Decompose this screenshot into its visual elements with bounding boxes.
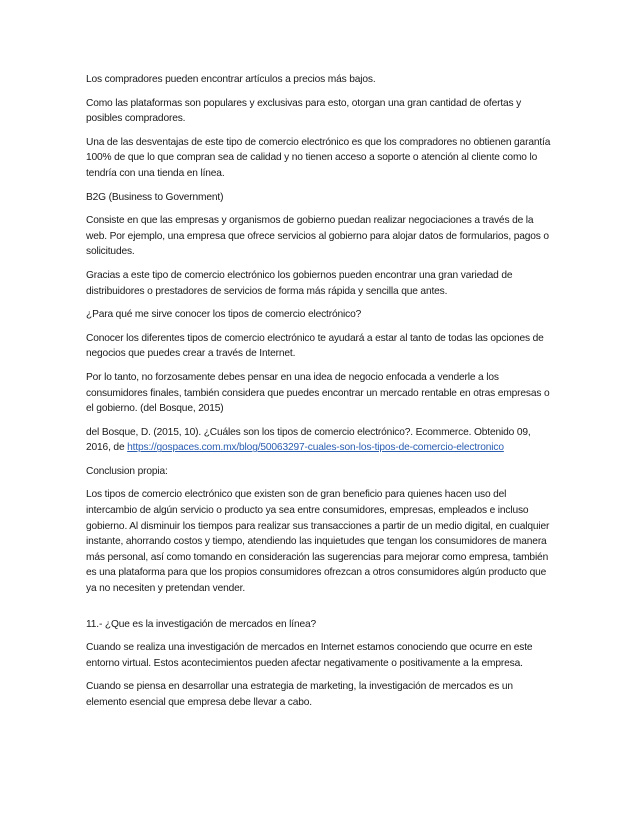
paragraph-not-only-consumers: Por lo tanto, no forzosamente debes pensar en una idea de negocio enfocada a venderle a los consumidores finales, también considera que puedes encontrar un mercado rentable en otras empresas o el gobierno. (del Bosque, 2015) [86,371,550,415]
citation-text: del Bosque, D. (2015, 10). ¿Cuáles son los tipos de comercio electrónico?. Ecommerce. Obtenido 09, 2016, de [86,426,531,454]
conclusion-body: Los tipos de comercio electrónico que existen son de gran beneficio para quienes hacen uso del intercambio de algún servicio o producto ya sea entre consumidores, empresas, empleados e incluso gobierno. Al disminuir los tiempos para realizar sus transacciones a partir de un medio digital, en cualquier instante, ahorrando costos y tiempo, atendiendo las inquietudes que tengan los consumidores de manera más personal, así como tomando en consideración las sugerencias para mejorar como empresa, también es una plataforma para que los propios consumidores ofrezcan a otros consumidores algún producto que ya no necesiten y pretendan vender. [86,489,550,595]
paragraph-marketing-strategy: Cuando se piensa en desarrollar una estrategia de marketing, la investigación de mercados es un elemento esencial que empresa debe llevar a cabo. [86,681,513,708]
heading-b2g: B2G (Business to Government) [86,191,224,203]
paragraph-disadvantages: Una de las desventajas de este tipo de comercio electrónico es que los compradores no obtienen garantía 100% de que lo que compran sea de calidad y no tienen acceso a soporte o atención al cliente como lo tendría con una tienda en línea. [86,136,551,179]
paragraph-b2g-definition: Consiste en que las empresas y organismos de gobierno puedan realizar negociaciones a través de la web. Por ejemplo, una empresa que ofrece servicios al gobierno para alojar datos de formularios, pagos o solicitudes. [86,215,549,258]
conclusion-heading: Conclusion propia: [86,465,168,477]
paragraph-online-research: Cuando se realiza una investigación de mercados en Internet estamos conociendo que ocurre en este entorno virtual. Estos acontecimientos pueden afectar negativamente o positivamente a la empresa. [86,642,533,669]
document-page [86,72,556,719]
citation-link[interactable]: https://gospaces.com.mx/blog/50063297-cuales-son-los-tipos-de-comercio-electronico [127,442,504,454]
paragraph-b2g-benefits: Gracias a este tipo de comercio electrónico los gobiernos pueden encontrar una gran variedad de distribuidores o prestadores de servicios de forma más rápida y sencilla que antes. [86,269,513,297]
paragraph-know-types: Conocer los diferentes tipos de comercio electrónico te ayudará a estar al tanto de todas las opciones de negocios que puedes crear a través de Internet. [86,332,544,360]
citation [86,425,556,456]
question-why-know-types: ¿Para qué me sirve conocer los tipos de comercio electrónico? [86,309,362,321]
paragraph-platform-offers: Como las plataformas son populares y exclusivas para esto, otorgan una gran cantidad de ofertas y posibles compradores. [86,97,522,125]
paragraph-lower-prices: Los compradores pueden encontrar artículos a precios más bajos. [86,74,376,85]
section-question: 11.- ¿Que es la investigación de mercados en línea? [86,618,317,630]
